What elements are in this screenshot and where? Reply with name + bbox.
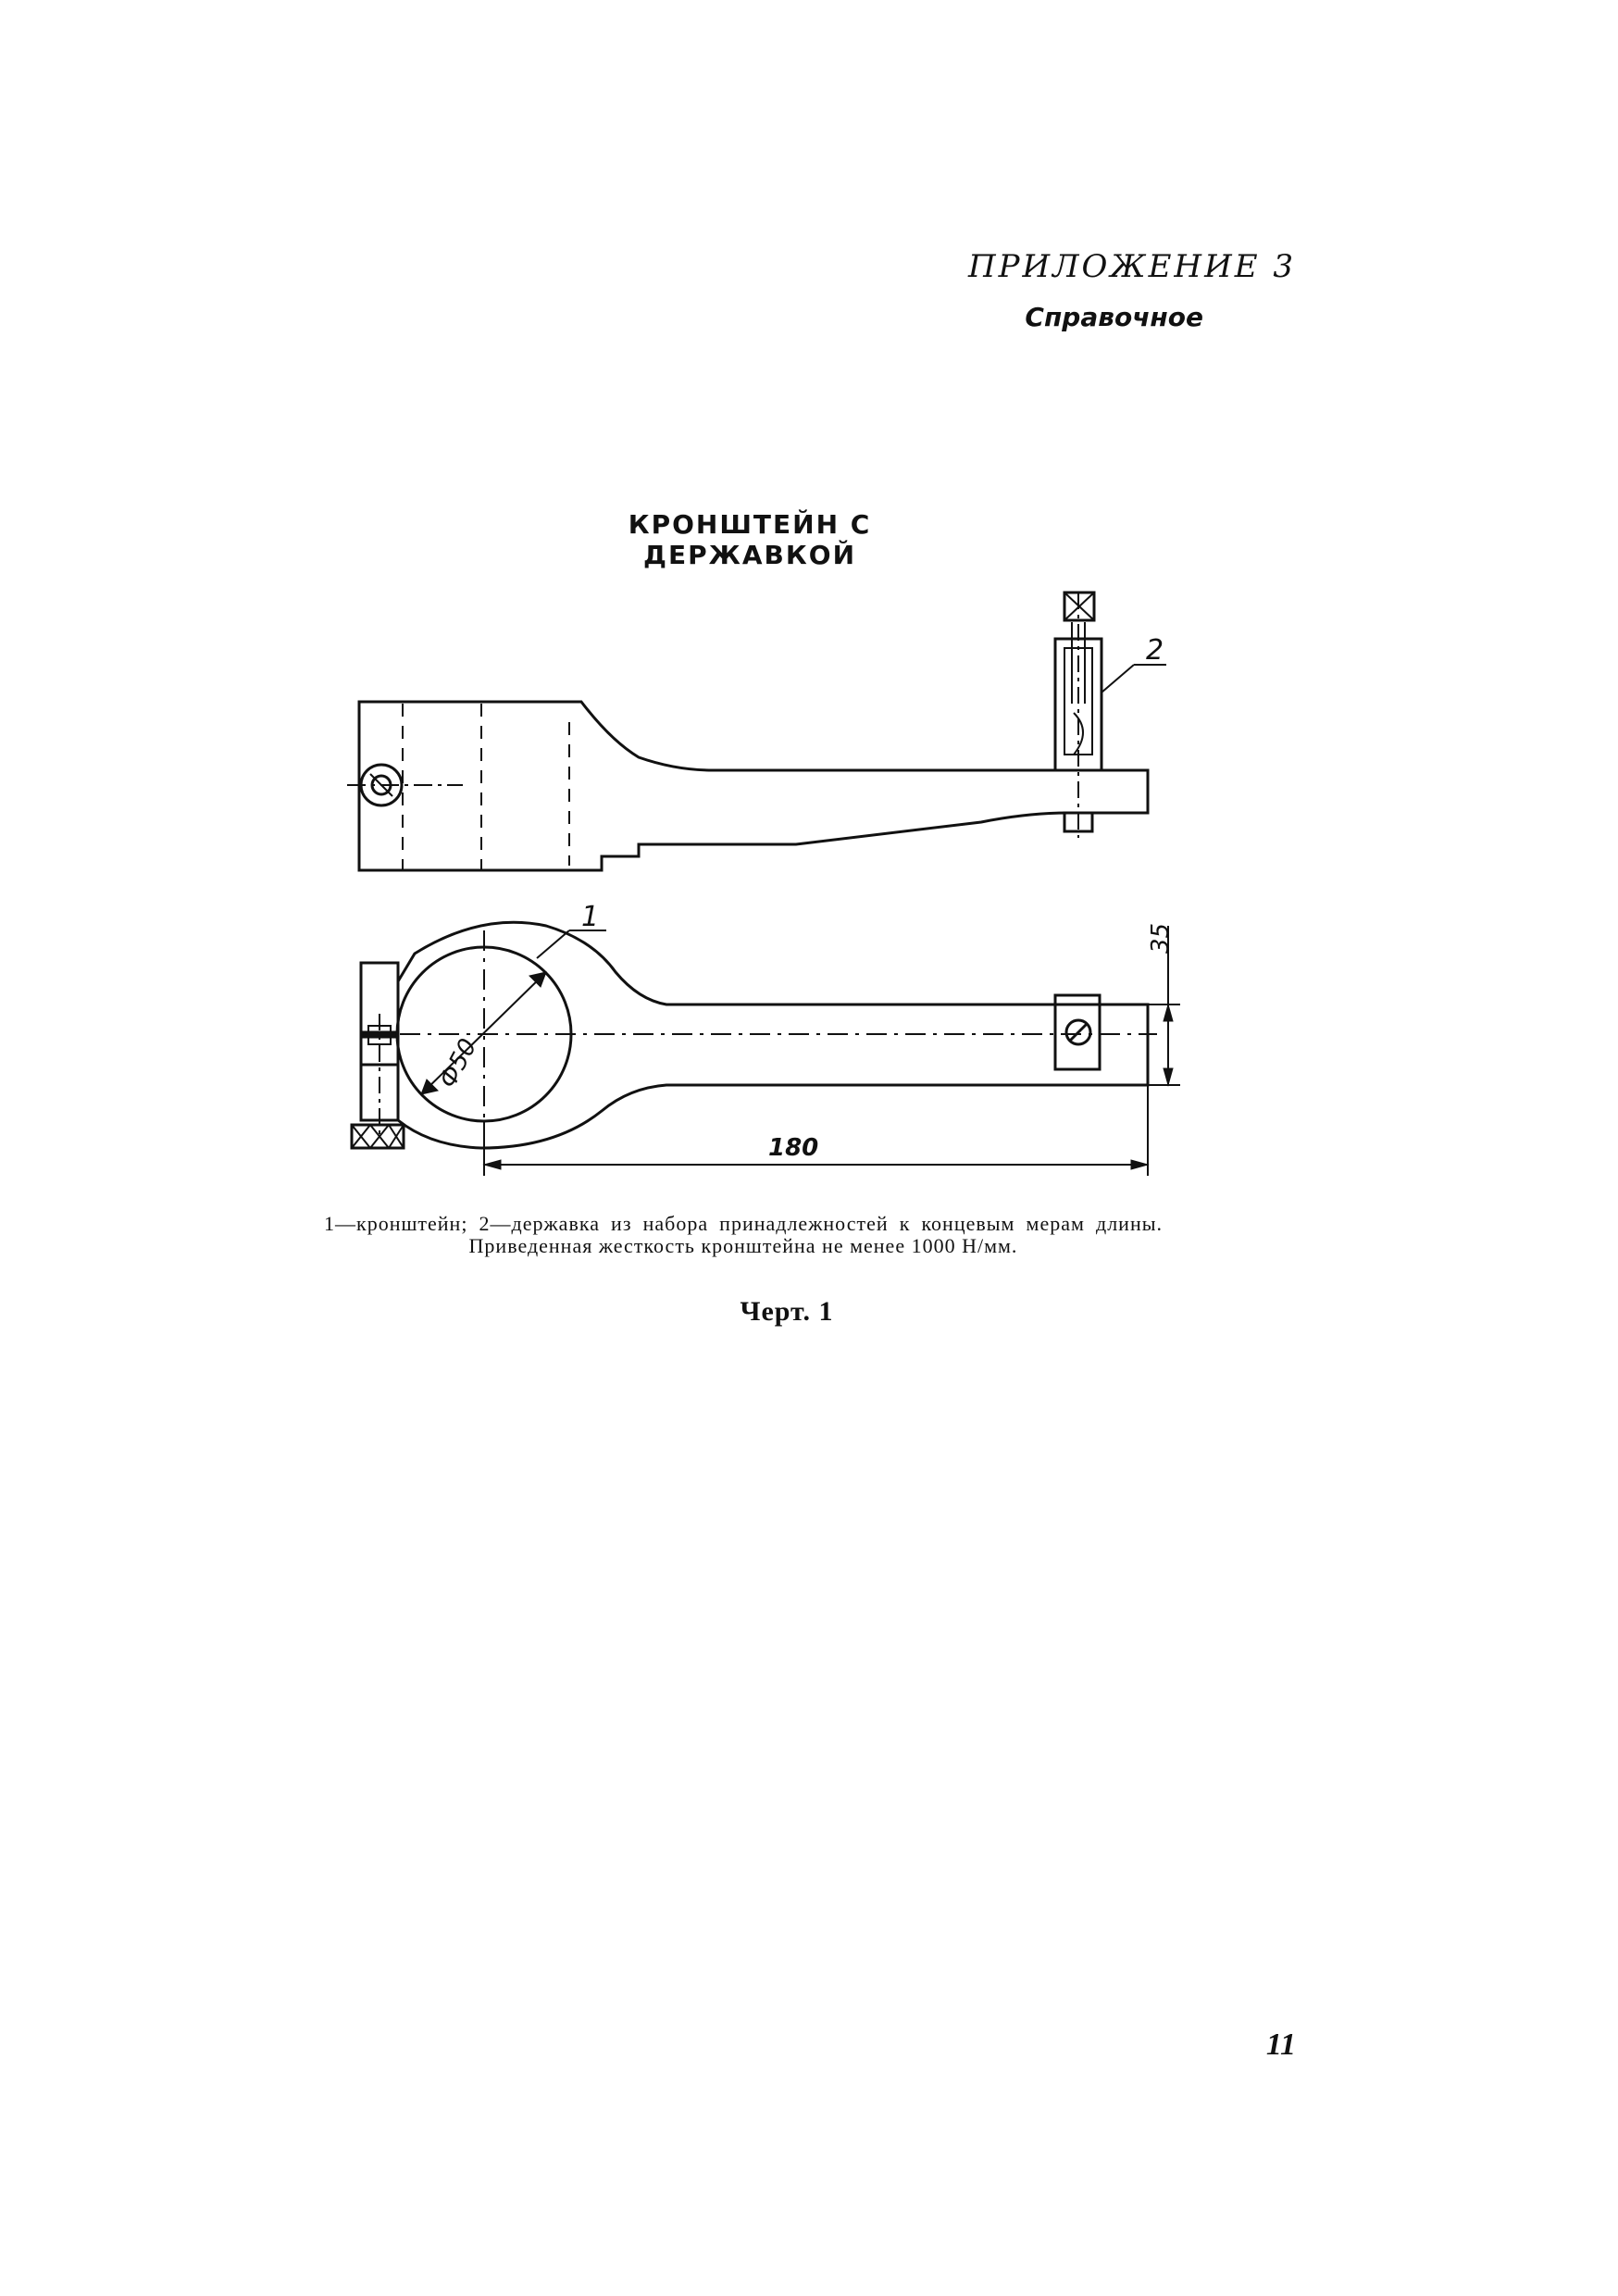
width-dimension: 35 — [1147, 922, 1175, 954]
side-view-outline — [359, 702, 1148, 870]
appendix-heading: ПРИЛОЖЕНИЕ 3 — [967, 248, 1296, 285]
figure-label: Черт. 1 — [740, 1296, 834, 1327]
width-arrow — [1164, 1004, 1173, 1021]
callout-1-leader — [537, 930, 569, 958]
length-arrow — [1131, 1160, 1148, 1169]
callout-1-number: 1 — [581, 901, 600, 933]
plan-view-outline — [361, 922, 1148, 1148]
callout-2-leader — [1101, 665, 1134, 693]
mounting-screw-slot — [1069, 1023, 1088, 1042]
width-arrow — [1164, 1068, 1173, 1085]
appendix-type: Справочное — [1025, 302, 1203, 332]
page-number: 11 — [1265, 2028, 1296, 2062]
side-view — [347, 593, 1166, 870]
length-dimension: 180 — [768, 1134, 819, 1162]
length-arrow — [484, 1160, 501, 1169]
callout-2-number: 2 — [1146, 634, 1164, 667]
drawing-title: КРОНШТЕЙН С ДЕРЖАВКОЙ — [628, 509, 872, 570]
figure-caption: 1—кронштейн; 2—державка из набора принадлежностей к концевым мерам длины. Приведенная жесткость кронштейна не менее 1000 Н/мм. — [324, 1212, 1163, 1257]
diameter-dimension: Ф50 — [433, 1034, 483, 1093]
